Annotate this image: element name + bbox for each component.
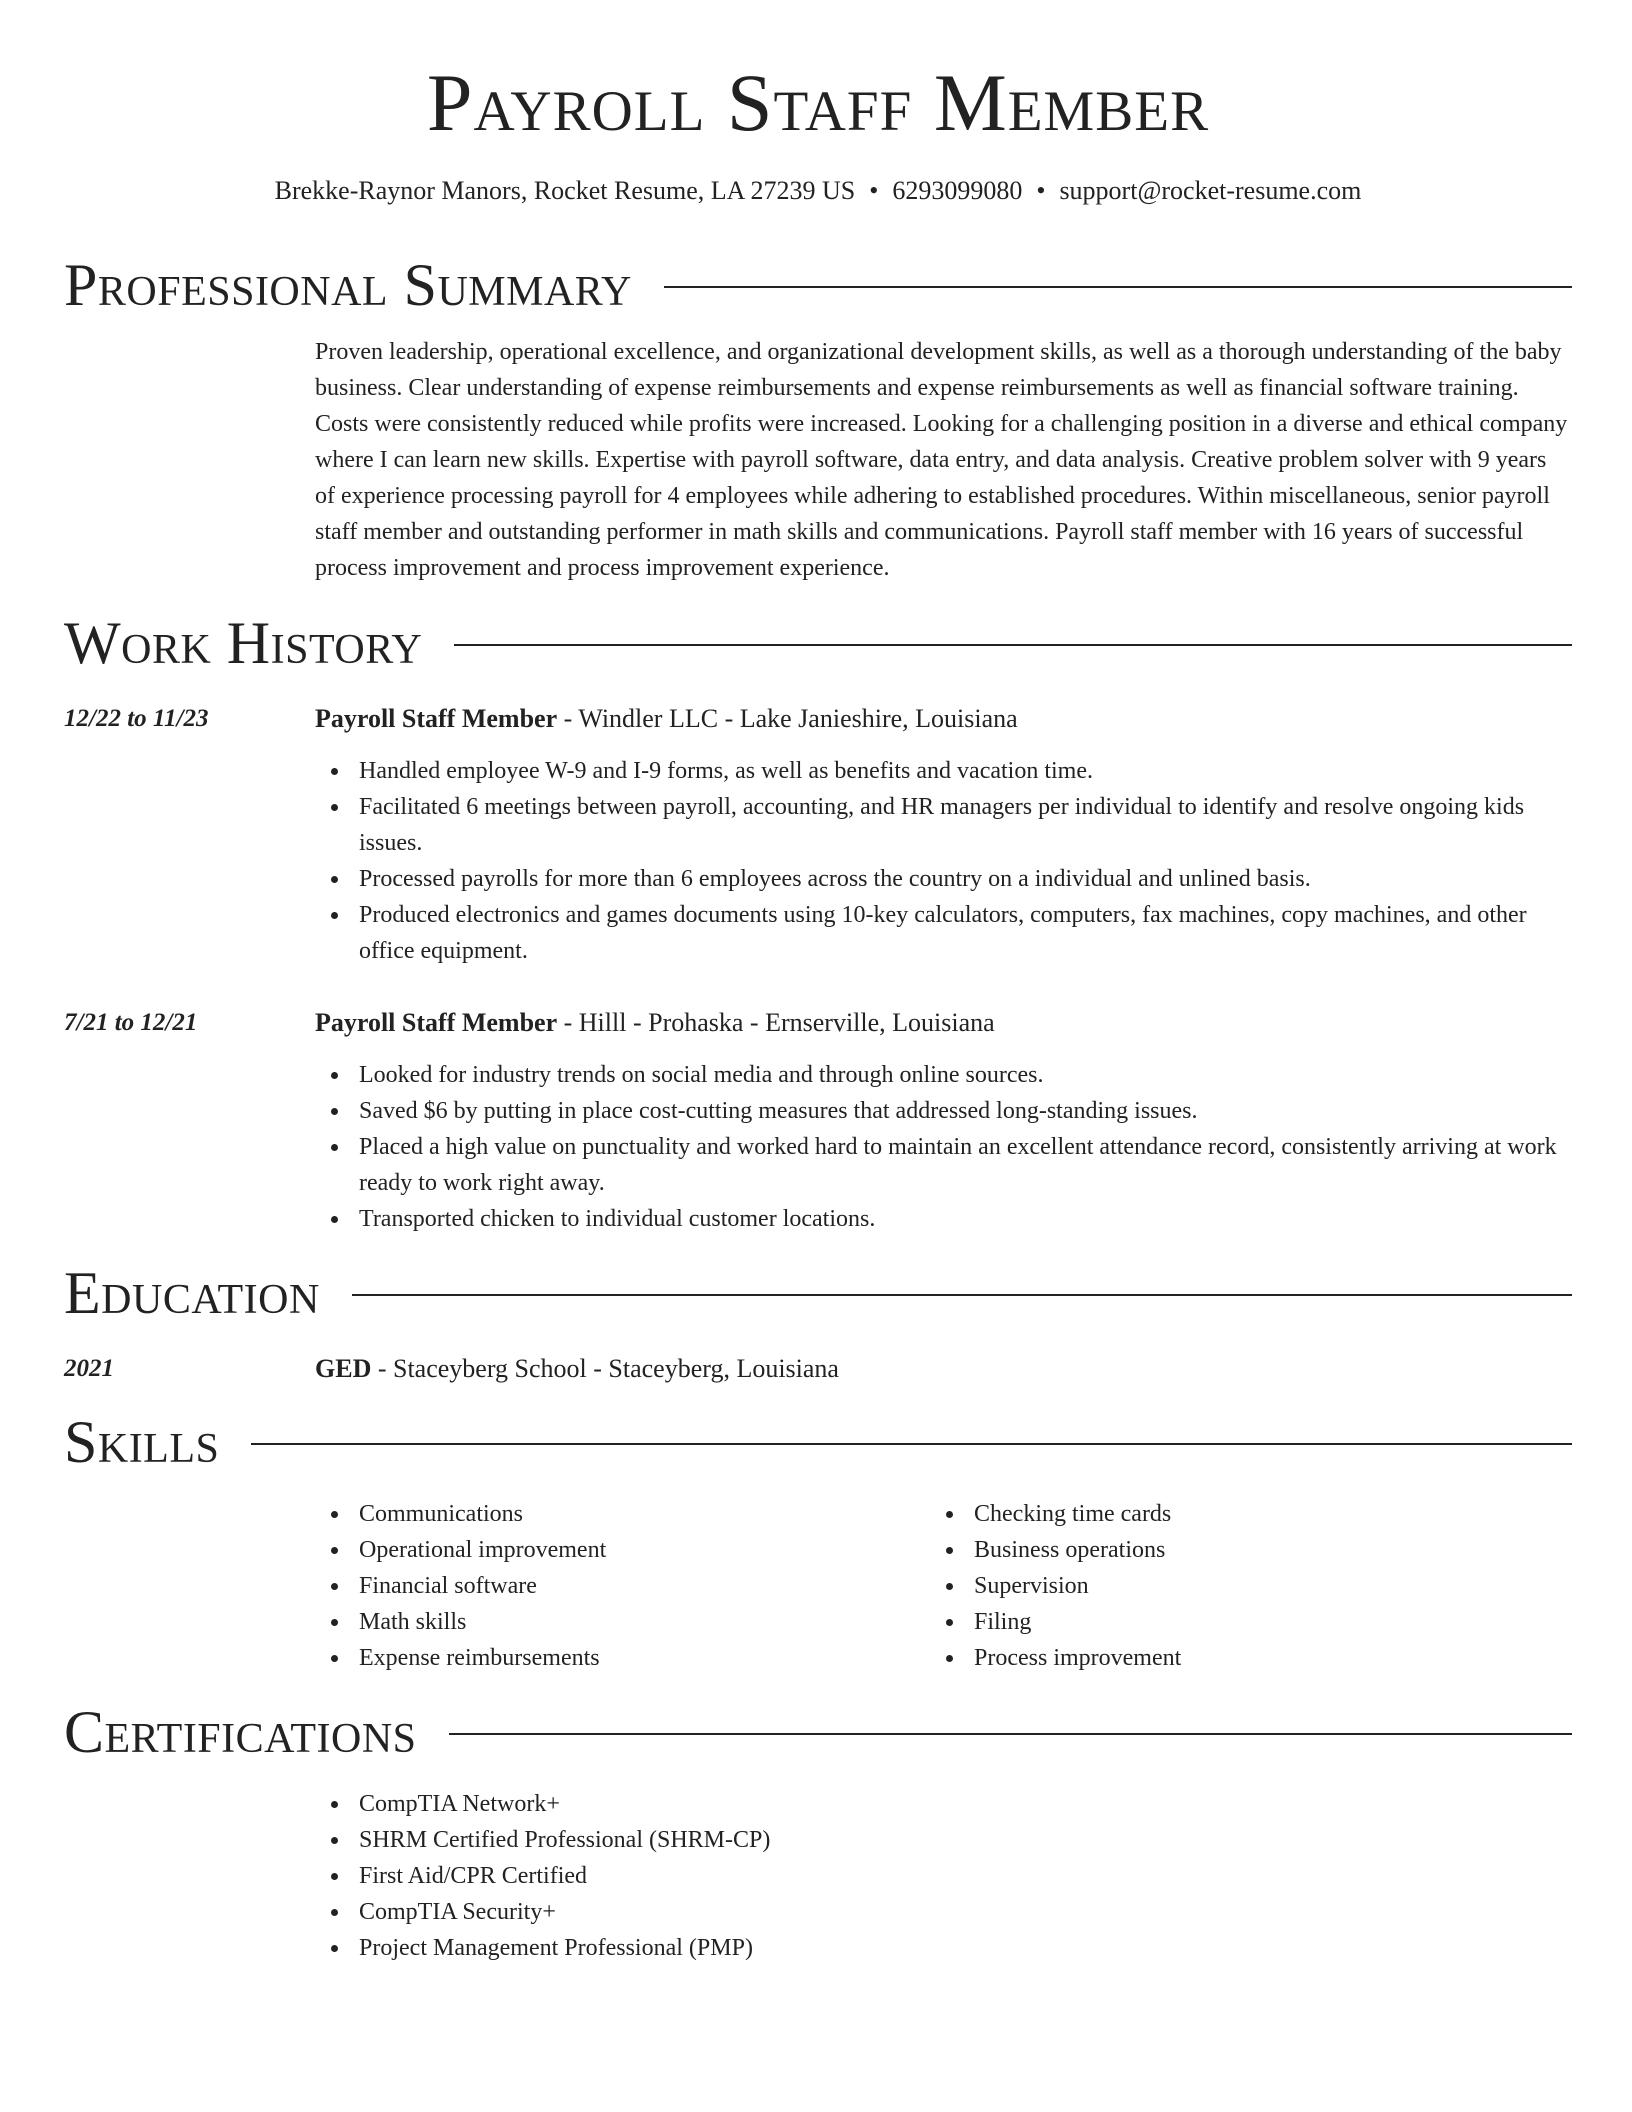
certification-item: SHRM Certified Professional (SHRM-CP) (315, 1822, 1572, 1858)
certifications-list (315, 1786, 1572, 1966)
job-dates: 12/22 to 11/23 (64, 705, 209, 732)
skills-list-right (930, 1496, 1632, 1676)
certifications-section-header (64, 1697, 1572, 1767)
skill-item: Financial software (315, 1568, 1572, 1604)
summary-section-header (64, 250, 1572, 320)
job-bullets (315, 1057, 1572, 1237)
summary-text: Proven leadership, operational excellence, and organizational development skills, as well as a thorough understanding of the baby business. Clear understanding of expense reimbursements and expense reimbursements as well as financial software training. Costs were consistently reduced while profits were increased. Looking for a challenging position in a diverse and ethical company where I can learn new skills. Expertise with payroll software, data entry, and data analysis. Creative problem solver with 9 years of experience processing payroll for 4 employees while adhering to established procedures. Within miscellaneous, senior payroll staff member and outstanding performer in math skills and communications. Payroll staff member with 16 years of successful process improvement and process improvement experience. (315, 339, 1568, 581)
certification-item: CompTIA Network+ (315, 1786, 1572, 1822)
education-heading: Education (64, 1260, 320, 1326)
section-divider (664, 286, 1572, 288)
job-bullet: Produced electronics and games documents using 10-key calculators, computers, fax machines, copy machines, and other office equipment. (315, 897, 1572, 969)
education-details: - Staceyberg School - Staceyberg, Louisiana (371, 1354, 839, 1383)
job-bullet: Placed a high value on punctuality and worked hard to maintain an excellent attendance record, consistently arriving at work ready to work right away. (315, 1129, 1572, 1201)
skills-section-header (64, 1407, 1572, 1477)
skill-item: Communications (315, 1496, 1572, 1532)
certification-item: CompTIA Security+ (315, 1894, 1572, 1930)
skill-item: Supervision (930, 1568, 1632, 1604)
skill-item: Process improvement (930, 1640, 1632, 1676)
section-divider (352, 1294, 1572, 1296)
skill-item: Checking time cards (930, 1496, 1632, 1532)
education-section-header (64, 1258, 1572, 1328)
certification-item: Project Management Professional (PMP) (315, 1930, 1572, 1966)
job-heading (315, 701, 1018, 737)
job-bullet: Saved $6 by putting in place cost-cutting measures that addressed long-standing issues. (315, 1093, 1572, 1129)
job-details: - Hilll - Prohaska - Ernserville, Louisiana (557, 1008, 995, 1037)
job-bullet: Facilitated 6 meetings between payroll, accounting, and HR managers per individual to identify and resolve ongoing kids issues. (315, 789, 1572, 861)
summary-heading: Professional Summary (64, 252, 632, 318)
section-divider (449, 1733, 1572, 1735)
job-title: Payroll Staff Member (315, 704, 558, 733)
contact-line (64, 174, 1572, 208)
work-heading: Work History (64, 610, 423, 676)
skills-heading: Skills (64, 1409, 220, 1475)
section-divider (454, 644, 1572, 646)
job-bullet: Looked for industry trends on social media and through online sources. (315, 1057, 1572, 1093)
skill-item: Business operations (930, 1532, 1632, 1568)
skill-item: Filing (930, 1604, 1632, 1640)
resume-page (64, 0, 1572, 2112)
skill-item: Math skills (315, 1604, 1572, 1640)
job-bullet: Transported chicken to individual customer locations. (315, 1201, 1572, 1237)
candidate-name: Payroll Staff Member (426, 57, 1210, 148)
job-details: - Windler LLC - Lake Janieshire, Louisiana (557, 704, 1018, 733)
job-heading (315, 1005, 995, 1041)
certification-item: First Aid/CPR Certified (315, 1858, 1572, 1894)
job-bullet: Handled employee W-9 and I-9 forms, as well as benefits and vacation time. (315, 753, 1572, 789)
job-dates: 7/21 to 12/21 (64, 1009, 198, 1036)
contact-email: support@rocket-resume.com (1059, 176, 1362, 205)
contact-address: Brekke-Raynor Manors, Rocket Resume, LA 27239 US (274, 176, 856, 205)
job-bullets (315, 753, 1572, 969)
work-section-header (64, 608, 1572, 678)
contact-phone: 6293099080 (892, 176, 1023, 205)
education-year: 2021 (64, 1355, 114, 1382)
education-degree: GED (315, 1354, 372, 1383)
skill-item: Expense reimbursements (315, 1640, 1572, 1676)
skill-item: Operational improvement (315, 1532, 1572, 1568)
education-entry (315, 1351, 839, 1387)
contact-separator: • (1036, 176, 1046, 205)
job-title: Payroll Staff Member (315, 1008, 558, 1037)
certifications-heading: Certifications (64, 1699, 417, 1765)
contact-separator: • (869, 176, 879, 205)
job-bullet: Processed payrolls for more than 6 employees across the country on a individual and unlined basis. (315, 861, 1572, 897)
section-divider (251, 1443, 1572, 1445)
